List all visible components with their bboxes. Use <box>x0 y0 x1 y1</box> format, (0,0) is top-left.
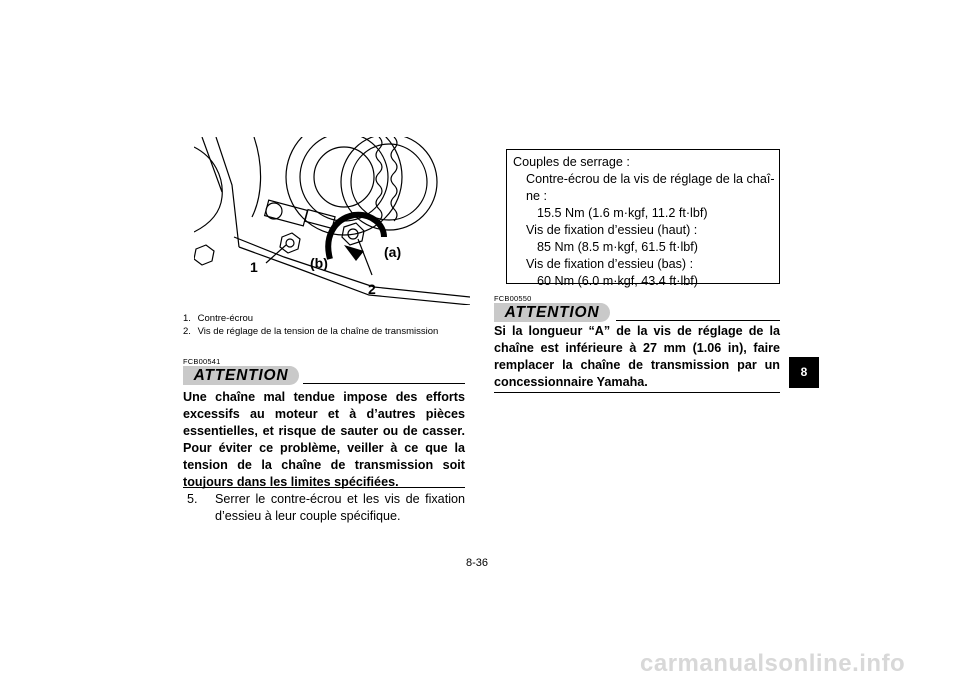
attention-rule <box>303 383 465 384</box>
torque-heading: Couples de serrage : <box>513 155 630 169</box>
attention-code-1: FCB00541 <box>183 357 221 366</box>
callout-a: (a) <box>384 244 402 260</box>
step-number: 5. <box>187 492 198 506</box>
callout-2: 2 <box>368 281 376 297</box>
page-number: 8-36 <box>466 557 489 569</box>
callout-1: 1 <box>250 259 258 275</box>
callout-b: (b) <box>310 255 328 271</box>
figure-caption-2: 2. Vis de réglage de la tension de la chaîne de transmission <box>183 326 439 337</box>
attention-code-2: FCB00550 <box>494 294 532 303</box>
torque-line-1: Contre-écrou de la vis de réglage de la chaî- <box>526 172 775 186</box>
chapter-tab: 8 <box>789 357 819 388</box>
torque-line-2: ne : <box>526 189 548 203</box>
figure-caption-1: 1. Contre-écrou <box>183 313 254 324</box>
torque-line-7: 60 Nm (6.0 m·kgf, 43.4 ft·lbf) <box>537 274 698 288</box>
attention-header-1 <box>183 366 465 386</box>
attention-bottom-rule-2 <box>494 392 780 393</box>
attention-badge: ATTENTION <box>183 366 299 385</box>
attention-text-2: Si la longueur “A” de la vis de réglage de la chaîne est inférieure à 27 mm (1.06 in), faire remplacer la chaîne de transmission par un concessionnaire Yamaha. <box>494 324 780 389</box>
torque-line-3: 15.5 Nm (1.6 m·kgf, 11.2 ft·lbf) <box>537 206 708 220</box>
chain-adjuster-illustration <box>194 137 470 305</box>
attention-bottom-rule-1 <box>183 487 465 488</box>
watermark: carmanualsonline.info <box>640 650 906 677</box>
torque-line-6: Vis de fixation d’essieu (bas) : <box>526 257 694 271</box>
attention-badge: ATTENTION <box>494 303 610 322</box>
torque-line-4: Vis de fixation d’essieu (haut) : <box>526 223 698 237</box>
attention-text-1: Une chaîne mal tendue impose des efforts excessifs au moteur et à d’autres pièces essentielles, et risque de sauter ou de casser. Pour éviter ce problème, veiller à ce que la tension de la chaîne de transmission soit toujours dans les limites spécifiées. <box>183 390 465 489</box>
torque-spec-box <box>506 149 780 288</box>
step-5 <box>183 491 465 525</box>
torque-line-5: 85 Nm (8.5 m·kgf, 61.5 ft·lbf) <box>537 240 698 254</box>
step-text: Serrer le contre-écrou et les vis de fixation d’essieu à leur couple spécifique. <box>215 492 465 523</box>
attention-rule <box>616 320 780 321</box>
attention-header-2 <box>494 303 780 323</box>
